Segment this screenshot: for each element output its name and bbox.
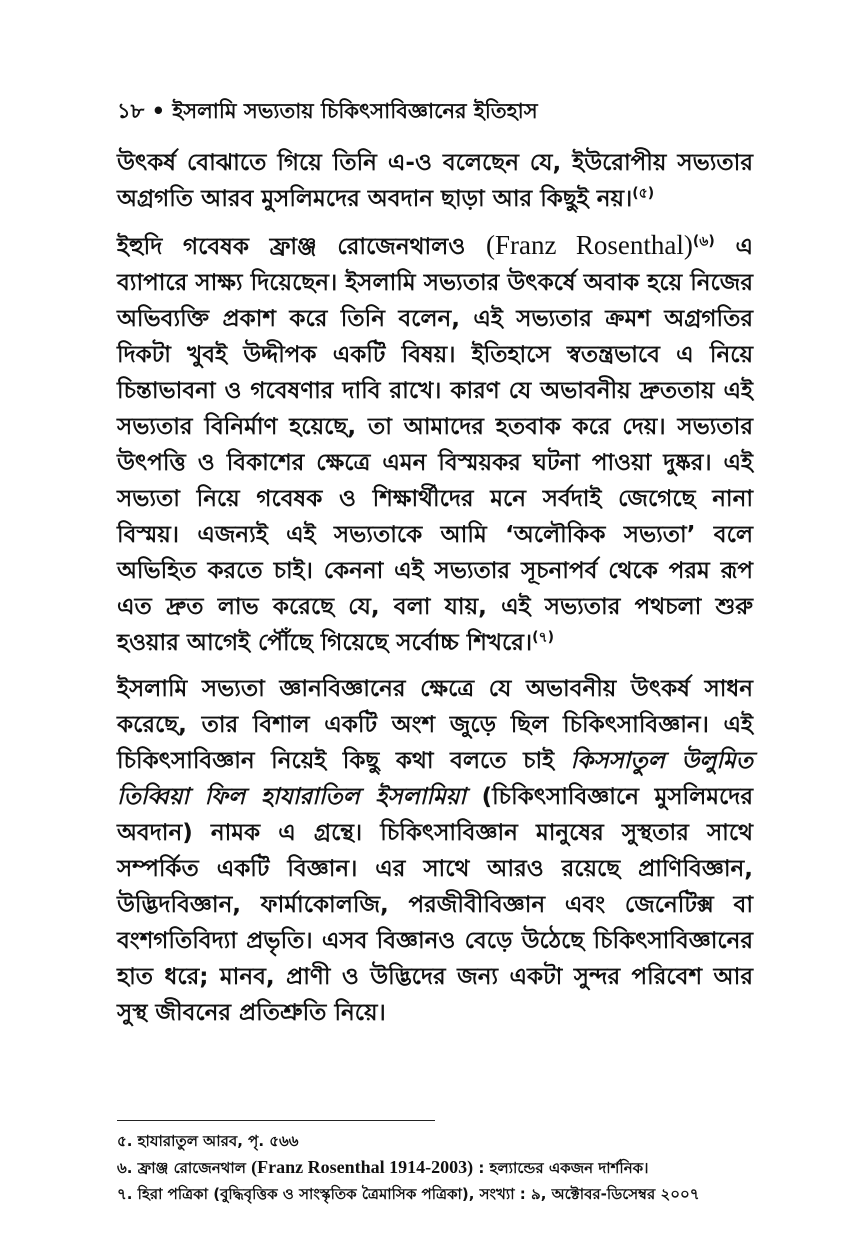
footnote-text: হাযারাতুল আরব, পৃ. ৫৬৬: [132, 1132, 299, 1150]
header-separator: •: [151, 99, 166, 123]
body-text: [117, 145, 753, 1041]
footnote-ref-7: (৭): [532, 629, 555, 646]
paragraph-1-text: উৎকর্ষ বোঝাতে গিয়ে তিনি এ-ও বলেছেন যে, ইউরোপীয় সভ্যতার অগ্রগতি আরব মুসলিমদের অবদান ছাড়া আর কিছুই নয়।: [117, 150, 753, 212]
paragraph-2-lead: ইহুদি গবেষক ফ্রাঞ্জ রোজেনথালও: [117, 234, 486, 260]
footnote-divider: [117, 1120, 435, 1121]
paragraph-2-text: এ ব্যাপারে সাক্ষ্য দিয়েছেন। ইসলামি সভ্যতার উৎকর্ষে অবাক হয়ে নিজের অভিব্যক্তি প্রকাশ করে তিনি বলেন, এই সভ্যতার ক্রমশ অগ্রগতির দিকটা খুবই উদ্দীপক একটি বিষয়। ইতিহাসে স্বতন্ত্রভাবে এ নিয়ে চিন্তাভাবনা ও গবেষণার দাবি রাখে। কারণ যে অভাবনীয় দ্রুততায় এই সভ্যতার বিনির্মাণ হয়েছে, তা আমাদের হতবাক করে দেয়। সভ্যতার উৎপত্তি ও বিকাশের ক্ষেত্রে এমন বিস্ময়কর ঘটনা পাওয়া দুষ্কর। এই সভ্যতা নিয়ে গবেষক ও শিক্ষার্থীদের মনে সর্বদাই জেগেছে নানা বিস্ময়। এজন্যই এই সভ্যতাকে আমি ‘অলৌকিক সভ্যতা’ বলে অভিহিত করতে চাই। কেননা এই সভ্যতার সূচনাপর্ব থেকে পরম রূপ এত দ্রুত লাভ করেছে যে, বলা যায়, এই সভ্যতার পথচলা শুরু হওয়ার আগেই পৌঁছে গিয়েছে সর্বোচ্চ শিখরে।: [117, 234, 753, 656]
paragraph-2-latin-name: (Franz Rosenthal): [485, 230, 693, 260]
footnote-text: হিরা পত্রিকা (বুদ্ধিবৃত্তিক ও সাংস্কৃতিক ত্রৈমাসিক পত্রিকা), সংখ্যা : ৯, অক্টোবর-ডিসেম্বর ২০০৭: [132, 1185, 700, 1203]
footnote-latin-name: (Franz Rosenthal 1914-2003): [251, 1157, 474, 1177]
paragraph-1: [117, 145, 753, 217]
footnote-ref-6: (৬): [692, 233, 715, 250]
paragraph-3-text: (চিকিৎসাবিজ্ঞানে মুসলিমদের অবদান) নামক এ গ্রন্থে। চিকিৎসাবিজ্ঞান মানুষের সুস্থতার সাথে সম্পর্কিত একটি বিজ্ঞান। এর সাথে আরও রয়েছে প্রাণিবিজ্ঞান, উদ্ভিদবিজ্ঞান, ফার্মাকোলজি, পরজীবীবিজ্ঞান এবং জেনেটিক্স বা বংশগতিবিদ্যা প্রভৃতি। এসব বিজ্ঞানও বেড়ে উঠেছে চিকিৎসাবিজ্ঞানের হাত ধরে; মানব, প্রাণী ও উদ্ভিদের জন্য একটা সুন্দর পরিবেশ আর সুস্থ জীবনের প্রতিশ্রুতি নিয়ে।: [117, 784, 753, 1026]
footnotes: [117, 1128, 767, 1207]
footnote-lead: ফ্রাঞ্জ রোজেনথাল: [132, 1159, 252, 1177]
footnote-text: : হল্যান্ডের একজন দার্শনিক।: [473, 1159, 649, 1177]
footnote-mark: ৬.: [117, 1159, 133, 1177]
footnote-mark: ৭.: [117, 1185, 133, 1203]
paragraph-3-lead: ইসলামি সভ্যতা জ্ঞানবিজ্ঞানের ক্ষেত্রে যে অভাবনীয় উৎকর্ষ সাধন করেছে, তার বিশাল একটি অংশ জুড়ে ছিল চিকিৎসাবিজ্ঞান। এই চিকিৎসাবিজ্ঞান নিয়েই কিছু কথা বলতে চাই: [117, 676, 753, 774]
footnote-5: [117, 1128, 767, 1154]
book-title-italic: কিসসাতুল উলুমিত তিব্বিয়া ফিল হাযারাতিল ইসলামিয়া: [117, 748, 753, 810]
page-number: ১৮: [117, 99, 145, 123]
footnote-6: [117, 1154, 767, 1181]
running-header: [117, 96, 757, 126]
paragraph-3: [117, 671, 753, 1031]
running-title: ইসলামি সভ্যতায় চিকিৎসাবিজ্ঞানের ইতিহাস: [172, 99, 538, 123]
paragraph-2: [117, 227, 753, 661]
footnote-7: [117, 1181, 767, 1207]
footnote-mark: ৫.: [117, 1132, 133, 1150]
footnote-ref-5: (৫): [632, 185, 655, 202]
